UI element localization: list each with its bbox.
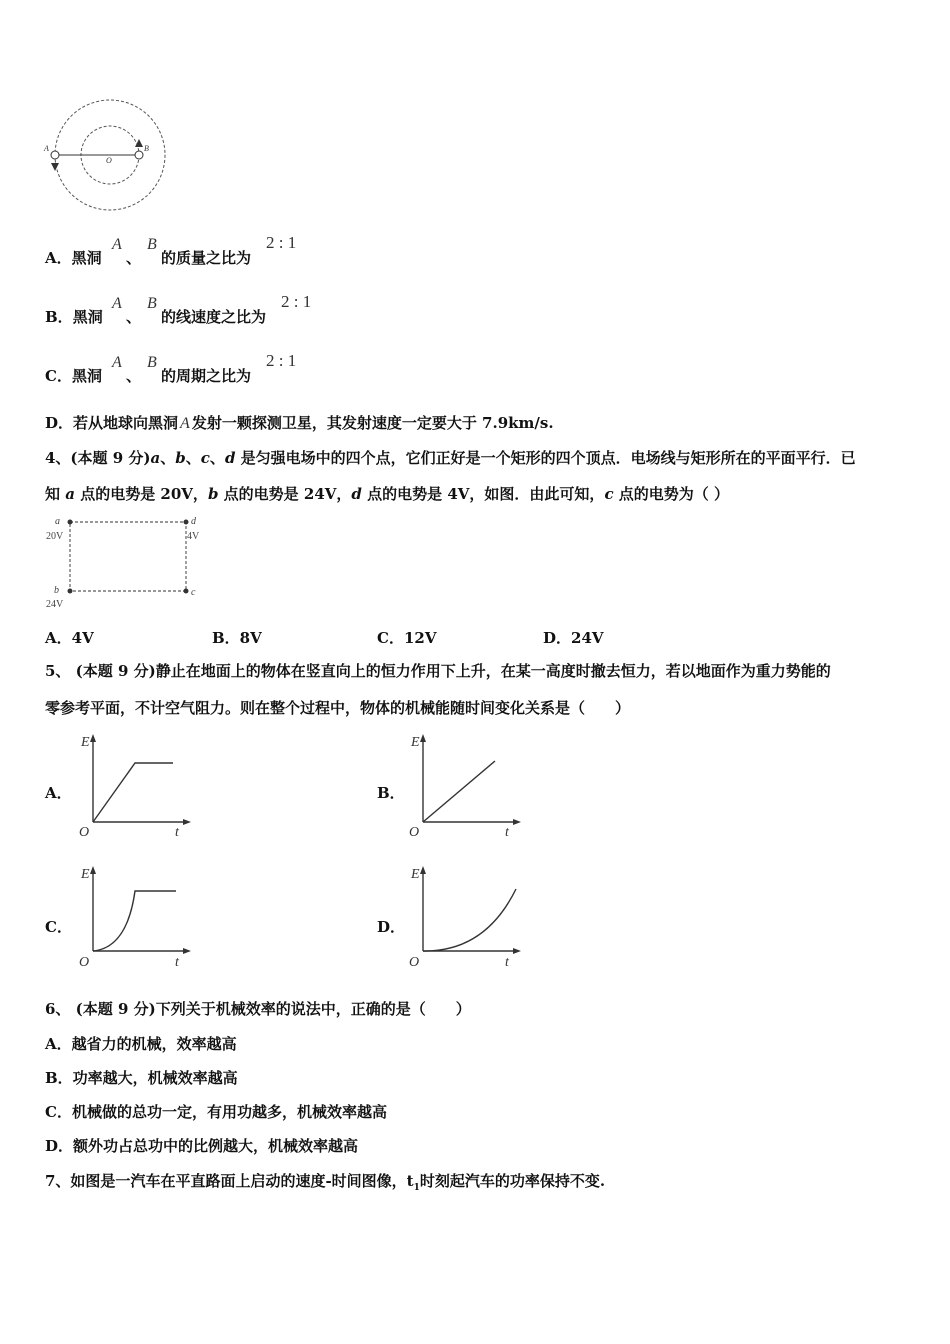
q3-option-d: D．若从地球向黑洞 A 发射一颗探测卫星，其发射速度一定要大于 7.9km/s. xyxy=(45,414,554,432)
origin-label: O xyxy=(409,955,420,970)
axis-label-t: t xyxy=(505,955,509,970)
point-d xyxy=(184,520,189,525)
axis-label-t: t xyxy=(175,955,179,970)
label-d: d xyxy=(191,516,196,527)
rectangle-field-figure xyxy=(44,514,209,614)
q3-a-sym1: A xyxy=(112,236,122,253)
q4-stem-line2: 知 a 点的电势是 20V，b 点的电势是 24V，d 点的电势是 4V，如图．由此可知，c 点的电势为（ ） xyxy=(45,485,730,503)
energy-curve xyxy=(423,889,516,951)
q4-option-c: C．12V xyxy=(377,629,437,647)
q3-option-c: C．黑洞 xyxy=(45,367,102,385)
energy-curve xyxy=(423,761,495,822)
black-hole-b xyxy=(135,151,143,159)
arrow-b-up xyxy=(135,139,143,147)
q6-stem: 6、 (本题 9 分)下列关于机械效率的说法中，正确的是（ ） xyxy=(45,1000,471,1018)
q3-b-sym2: B xyxy=(147,295,157,312)
label-o: O xyxy=(106,156,112,165)
origin-label: O xyxy=(79,825,90,840)
label-b: B xyxy=(144,144,149,153)
q3-b-sym1: A xyxy=(112,295,122,312)
point-b xyxy=(68,589,73,594)
q6-option-b: B．功率越大，机械效率越高 xyxy=(45,1069,238,1087)
axis-label-t: t xyxy=(175,825,179,840)
label-d-potential: 4V xyxy=(187,531,200,542)
q5-graph-d xyxy=(405,862,525,972)
q5-option-a-letter: A． xyxy=(45,784,72,802)
axis-label-e: E xyxy=(81,867,90,882)
q6-option-c: C．机械做的总功一定，有用功越多，机械效率越高 xyxy=(45,1103,387,1121)
q3-c-sep: 、 xyxy=(126,367,142,385)
black-hole-a xyxy=(51,151,59,159)
point-c xyxy=(184,589,189,594)
q6-option-a: A．越省力的机械，效率越高 xyxy=(45,1035,237,1053)
q4-stem-line1: 4、(本题 9 分)a、b、c、d 是匀强电场中的四个点，它们正好是一个矩形的四个顶点．电场线与矩形所在的平面平行．已 xyxy=(45,449,856,467)
q3-b-post: 的线速度之比为 xyxy=(161,308,267,326)
axis-label-e: E xyxy=(411,735,420,750)
label-a: a xyxy=(55,516,60,527)
q4-option-a: A．4V xyxy=(45,629,94,647)
q5-option-b-letter: B． xyxy=(377,784,405,802)
label-a: A xyxy=(44,144,49,153)
q4-option-b: B．8V xyxy=(212,629,262,647)
q5-graph-c xyxy=(75,862,195,972)
q3-b-ratio: 2 : 1 xyxy=(281,292,312,311)
q5-stem-line1: 5、 (本题 9 分)静止在地面上的物体在竖直向上的恒力作用下上升，在某一高度时撤去恒力，若以地面作为重力势能的 xyxy=(45,662,831,680)
axis-label-e: E xyxy=(81,735,90,750)
q3-c-post: 的周期之比为 xyxy=(161,367,252,385)
binary-orbit-figure xyxy=(40,95,170,217)
q7-stem: 7、如图是一汽车在平直路面上启动的速度-时间图像，$t_1$时刻起汽车的功率保持不变. xyxy=(45,1172,606,1193)
q6-option-d: D．额外功占总功中的比例越大，机械效率越高 xyxy=(45,1137,359,1155)
dashed-rectangle xyxy=(70,522,186,591)
energy-curve xyxy=(93,763,173,822)
axis-label-e: E xyxy=(411,867,420,882)
q5-option-d-letter: D． xyxy=(377,918,406,936)
q5-graph-a xyxy=(75,730,195,840)
label-b-potential: 24V xyxy=(46,599,64,610)
axis-label-t: t xyxy=(505,825,509,840)
q3-b-sep: 、 xyxy=(126,308,142,326)
q3-c-sym2: B xyxy=(147,354,157,371)
q3-a-post: 的质量之比为 xyxy=(161,249,252,267)
label-c: c xyxy=(191,587,196,598)
point-a xyxy=(68,520,73,525)
origin-label: O xyxy=(409,825,420,840)
q4-option-d: D．24V xyxy=(543,629,604,647)
arrow-a-down xyxy=(51,163,59,171)
q3-option-a: A．黑洞 xyxy=(45,249,102,267)
label-b: b xyxy=(54,585,59,596)
q3-a-sep: 、 xyxy=(126,249,142,267)
q3-a-ratio: 2 : 1 xyxy=(266,233,297,252)
energy-curve xyxy=(93,891,176,951)
q3-c-ratio: 2 : 1 xyxy=(266,351,297,370)
q5-option-c-letter: C． xyxy=(45,918,72,936)
origin-label: O xyxy=(79,955,90,970)
label-a-potential: 20V xyxy=(46,531,64,542)
q3-option-b: B．黑洞 xyxy=(45,308,103,326)
q3-c-sym1: A xyxy=(112,354,122,371)
q5-stem-line2: 零参考平面，不计空气阻力。则在整个过程中，物体的机械能随时间变化关系是（ ） xyxy=(45,699,631,717)
q3-a-sym2: B xyxy=(147,236,157,253)
q5-graph-b xyxy=(405,730,525,840)
